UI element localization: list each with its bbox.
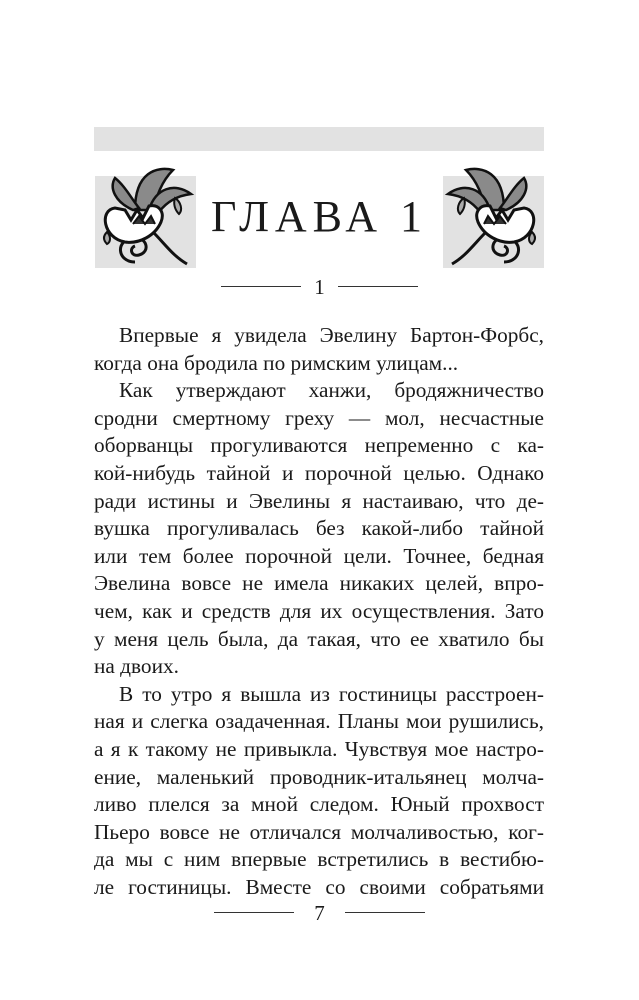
text-line: кой-нибудь тайной и порочной целью. Однако (94, 460, 544, 485)
text-line: Пьеро вовсе не отличался молчаливостью, ког- (94, 819, 544, 844)
section-divider (0, 272, 639, 302)
body-text (94, 322, 544, 901)
text-line: чем, как и средств для их осуществления. Зато (94, 598, 544, 623)
rule-right (345, 912, 425, 913)
text-line: ле гостиницы. Вместе со своими собратьями (94, 874, 544, 899)
text-line: Как утверждают ханжи, бродяжничество (119, 378, 544, 403)
page-number: 7 (314, 901, 325, 925)
text-line: В то утро я вышла из гостиницы расстроен- (119, 681, 544, 706)
text-line: ная и слегка озадаченная. Планы мои рушились, (94, 709, 544, 734)
text-line: ливо плелся за мной следом. Юный прохвост (94, 792, 544, 817)
text-line: или тем более порочной цели. Точнее, бедная (94, 543, 544, 568)
text-line: ение, маленький проводник-итальянец молча- (94, 764, 544, 789)
page-footer (0, 898, 639, 928)
text-line: да мы с ним впервые встретились в вестибю- (94, 847, 544, 872)
chapter-title: ГЛАВА 1 (210, 192, 429, 241)
text-line: ради истины и Эвелины я настаиваю, что де- (94, 488, 544, 513)
text-line: Эвелина вовсе не имела никаких целей, впро- (94, 571, 544, 596)
text-line: на двоих. (94, 654, 179, 679)
section-number: 1 (314, 275, 325, 299)
header-bar (94, 127, 544, 151)
text-line: у меня цель была, да такая, что ее хватило бы (94, 626, 544, 651)
text-line: вушка прогуливалась без какой-либо тайной (94, 516, 544, 541)
text-line: а я к такому не привыкла. Чувствуя мое настро- (94, 736, 544, 761)
text-line: когда она бродила по римским улицам... (94, 350, 459, 375)
text-line: Впервые я увидела Эвелину Бартон-Форбс, (119, 323, 544, 347)
text-line: оборванцы прогуливаются непременно с ка- (94, 433, 544, 458)
text-line: сродни смертному греху — мол, несчастные (94, 405, 544, 430)
rule-right (338, 286, 418, 287)
